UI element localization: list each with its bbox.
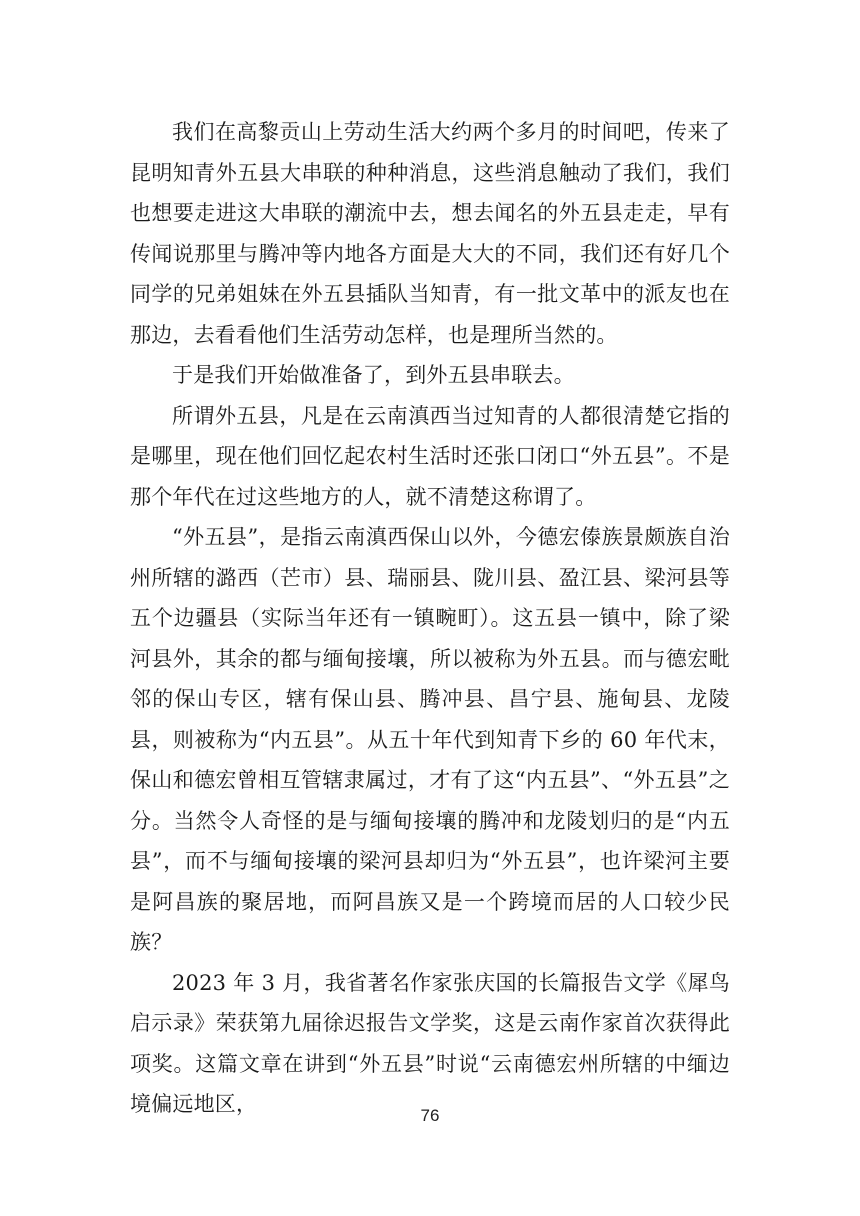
paragraph-2: 于是我们开始做准备了，到外五县串联去。 bbox=[172, 363, 575, 387]
paragraph-4: “外五县”，是指云南滇西保山以外，今德宏傣族景颇族自治州所辖的潞西（芒市）县、瑞丽县、陇川县、盈江县、梁河县等五个边疆县（实际当年还有一镇畹町）。这五县一镇中，除了梁河县外，其余的都与缅甸接壤，所以被称为外五县。而与德宏毗邻的保山专区，辖有保山县、腾冲县、昌宁县、施甸县、龙陵县，则被称为“内五县”。从五十年代到知青下乡的 60 年代末，保山和德宏曾相互管辖隶属过，才有了这“内五县”、“外五县”之分。当然令人奇怪的是与缅甸接壤的腾冲和龙陵划归的是“内五县”，而不与缅甸接壤的梁河县却归为“外五县”，也许梁河主要是阿昌族的聚居地，而阿昌族又是一个跨境而居的人口较少民族？ bbox=[130, 525, 730, 954]
paragraph-1: 我们在高黎贡山上劳动生活大约两个多月的时间吧，传来了昆明知青外五县大串联的种种消息，这些消息触动了我们，我们也想要走进这大串联的潮流中去，想去闻名的外五县走走，早有传闻说那里与腾冲等内地各方面是大大的不同，我们还有好几个同学的兄弟姐妹在外五县插队当知青，有一批文革中的派友也在那边，去看看他们生活劳动怎样，也是理所当然的。 bbox=[130, 120, 730, 347]
paragraph-3: 所谓外五县，凡是在云南滇西当过知青的人都很清楚它指的是哪里，现在他们回忆起农村生活时还张口闭口“外五县”。不是那个年代在过这些地方的人，就不清楚这称谓了。 bbox=[130, 403, 730, 509]
paragraph-5: 2023 年 3 月，我省著名作家张庆国的长篇报告文学《犀鸟启示录》荣获第九届徐迟报告文学奖，这是云南作家首次获得此项奖。这篇文章在讲到“外五县”时说“云南德宏州所辖的中缅边境偏远地区， bbox=[130, 970, 730, 1116]
document-body bbox=[130, 112, 730, 1125]
page-number: 76 bbox=[420, 1106, 440, 1125]
